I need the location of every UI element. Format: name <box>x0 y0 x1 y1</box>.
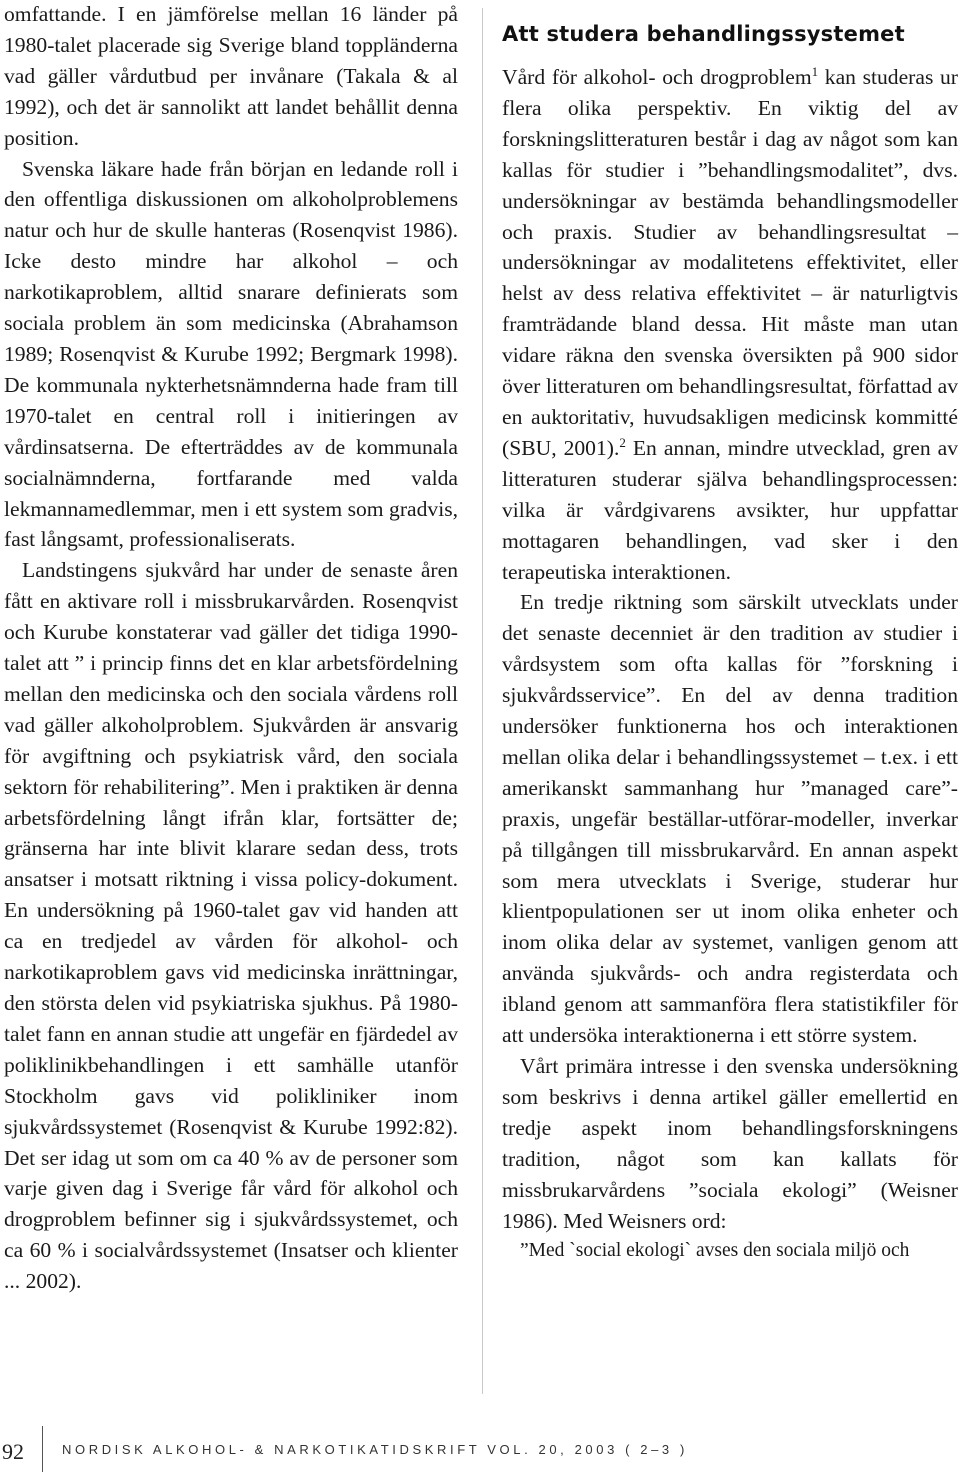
section-heading: Att studera behandlingssystemet <box>502 22 905 47</box>
left-paragraph-2: Svenska läkare hade från början en ledande roll i den offentliga diskussionen om alkoholproblemens natur och hur de skulle hanteras (Rosenqvist 1986). Icke desto mindre har alkohol – och narkotikaproblem, alltid snarare definierats som sociala problem än som medicinska (Abrahamson 1989; Rosenqvist & Kurube 1992; Bergmark 1998). De kommunala nykterhetsnämnderna hade fram till 1970-talet en central roll i initieringen av vårdinsatserna. De efterträddes av de kommunala socialnämnderna, fortfarande med valda lekmannamedlemmar, men i ett system som gradvis, fast långsamt, professionaliserats. <box>4 156 458 552</box>
left-paragraph-3: Landstingens sjukvård har under de senaste åren fått en aktivare roll i missbrukarvården. Rosenqvist och Kurube konstaterar vad gäller det tidiga 1990-talet att ” i princip finns det en klar arbetsfördelning mellan den medicinska och den sociala vårdens roll vad gäller alkoholproblem. Sjukvården är ansvarig för avgiftning och psykiatrisk vård, den sociala sektorn för rehabilitering”. Men i praktiken är denna arbetsfördelning långt ifrån klar, fortsätter de; gränserna har inte blivit klarare sedan dess, trots ansatser i motsatt riktning i vissa policy-dokument. En undersökning på 1960-talet gav vid handen att ca en tredjedel av vården för alkohol- och narkotikaproblem gavs vid medicinska inrättningar, den största delen vid psykiatriska sjukhus. På 1980-talet fann en annan studie att ungefär en fjärdedel av poliklinikbehandlingen i ett samhälle utanför Stockholm gavs vid polikliniker inom sjukvårdssystemet (Rosenqvist & Kurube 1992:82). Det ser idag ut som om ca 40 % av de personer som varje given dag i Sverige får vård för alkohol och drogproblem befinner sig i sjukvårdssystemet, och ca 60 % i socialvårdssystemet (Insatser och klienter ... 2002). <box>4 558 458 1294</box>
footnote-marker-1[interactable]: 1 <box>811 64 819 79</box>
right-paragraph-1-part-c: En annan, mindre utvecklad, gren av litteraturen studerar själva behandlingsprocessen: vilka är vårdgivarens avsikter, hur uppfattar mottagaren behandlingen, vad sker i den terapeutiska interaktionen. <box>502 435 958 584</box>
right-paragraph-2: En tredje riktning som särskilt utvecklats under det senaste decenniet är den tradition av studier i vårdsystem som ofta kallas för ”forskning i sjukvårdsservice”. En del av denna tradition undersöker funktionerna hos och interaktionen mellan olika delar i behandlingssystemet – t.ex. i ett amerikanskt sammanhang hur ”managed care”-praxis, ungefär beställar-utförar-modeller, inverkar på tillgången till missbrukarvård. En annan aspekt som mera utvecklats i Sverige, studerar hur klientpopulationen ser ut inom olika enheter och inom olika delar av systemet, vanligen genom att använda sjukvårds- och andra registerdata och ibland genom att sammanföra flera statistikfiler för att undersöka interaktionerna i ett större system. <box>502 590 958 1048</box>
block-quote: ”Med `social ekologi` avses den sociala miljö och <box>520 1240 910 1262</box>
footer-rule <box>42 1426 43 1472</box>
running-title: NORDISK ALKOHOL- & NARKOTIKATIDSKRIFT VOL. 20, 2003 ( 2–3 ) <box>62 1442 688 1457</box>
left-column <box>4 0 458 1297</box>
footnote-marker-2[interactable]: 2 <box>619 434 626 450</box>
right-paragraph-1 <box>502 62 958 587</box>
page-number: 92 <box>2 1439 24 1464</box>
right-column <box>502 62 958 1267</box>
right-paragraph-1-part-b: kan studeras ur flera olika perspektiv. En viktig del av forskningslitteraturen består i dag av något som kan kallas för studier i ”behandlingsmodalitet”, dvs. undersökningar av bestämda behandlingsmodeller och praxis. Studier av behandlingsresultat – undersökningar av modalitetens effektivitet, eller helst av dess relativa effektivitet – är naturligtvis framträdande bland dessa. Hit måste man utan vidare räkna den svenska översikten på 900 sidor över litteraturen om behandlingsresultat, författad av en auktoritativ, huvudsakligen medicinsk kommitté (SBU, 2001). <box>502 65 958 460</box>
right-paragraph-1-part-a: Vård för alkohol- och drogproblem <box>502 65 812 89</box>
left-paragraph-1: omfattande. I en jämförelse mellan 16 länder på 1980-talet placerade sig Sverige bland toppländerna vad gäller vårdutbud per invånare (Takala & al 1992), och det är sannolikt att landet behållit denna position. <box>4 2 458 150</box>
right-paragraph-3: Vårt primära intresse i den svenska undersökning som beskrivs i denna artikel gäller emellertid en tredje aspekt inom behandlingsforskningens tradition, något som kan kallats för missbrukarvårdens ”sociala ekologi” (Weisner 1986). Med Weisners ord: <box>502 1054 958 1233</box>
column-divider <box>482 8 483 1394</box>
